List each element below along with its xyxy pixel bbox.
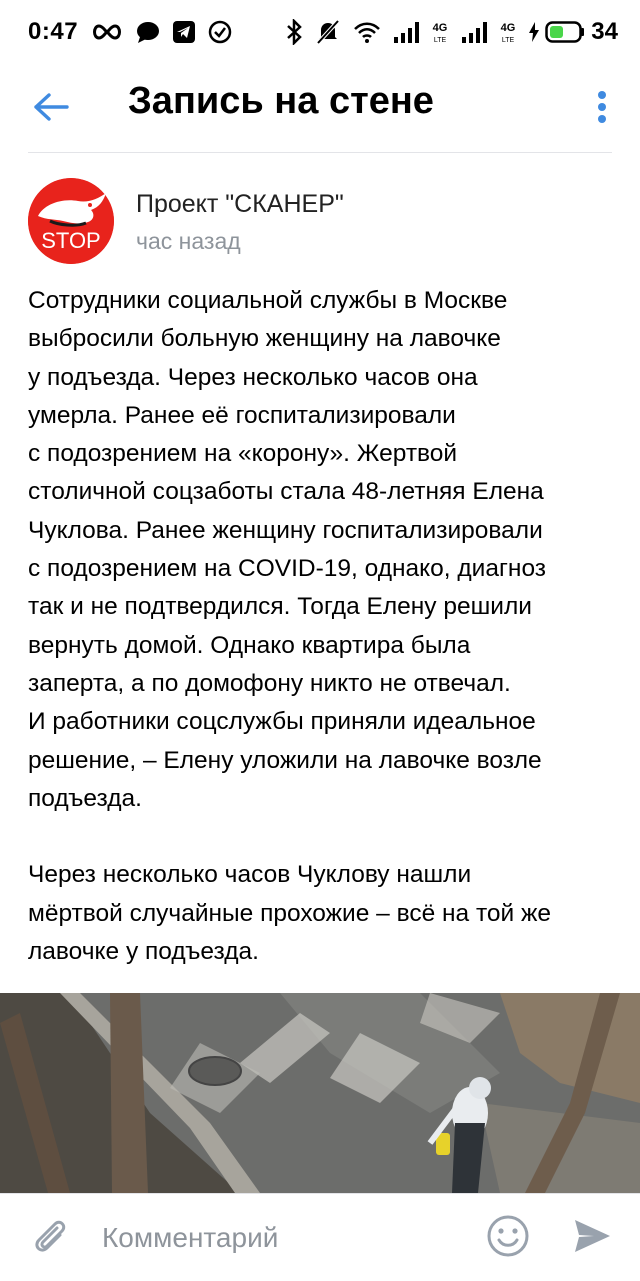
smiley-icon (486, 1214, 530, 1258)
telegram-icon (172, 20, 196, 44)
battery-icon (545, 21, 585, 43)
stop-logo-icon (28, 178, 114, 264)
wifi-icon (353, 21, 381, 43)
app-header (0, 64, 640, 152)
avatar[interactable] (28, 178, 114, 264)
post-text (28, 282, 618, 971)
status-bar (0, 0, 640, 64)
infinity-icon (90, 23, 124, 41)
comment-input[interactable] (102, 1218, 432, 1258)
network-type-label: 4G (432, 22, 448, 34)
arrow-left-icon (33, 92, 69, 122)
status-bar-right (285, 18, 618, 46)
attach-button[interactable] (30, 1216, 70, 1256)
paperclip-icon (30, 1216, 70, 1256)
lte-label: LTE (434, 37, 447, 44)
charging-icon (529, 22, 539, 42)
chat-bubble-icon (136, 21, 160, 43)
network-type-icon (499, 20, 517, 44)
street-photo-image (0, 993, 640, 1193)
page-title: Запись на стене (128, 80, 434, 122)
post-paragraph: Сотрудники социальной службы в Москве выбросили больную женщину на лавочке у подъезда. Через несколько часов она умерла. Ранее её госпитализировали с подозрением на «корону». Жертвой столичной соцзаботы стала 48-летняя Елена Чуклова. Ранее женщину госпитализировали с подозрением на COVID-19, однако, диагноз так и не подтвердился. Тогда Елену решили вернуть домой. Однако квартира была заперта, а по домофону никто не отвечал. И работники соцслужбы приняли идеальное решение, – Елену уложили на лавочке возле подъезда. (28, 287, 547, 812)
emoji-button[interactable] (486, 1214, 530, 1258)
signal-icon (393, 21, 419, 43)
battery-level: 34 (591, 18, 618, 45)
network-type-label: 4G (500, 22, 516, 34)
more-vertical-icon (597, 90, 607, 124)
silent-icon (315, 19, 341, 45)
header-divider (28, 152, 612, 153)
post-time: час назад (136, 228, 241, 254)
signal-icon (461, 21, 487, 43)
battery-indicator (529, 18, 618, 46)
send-button[interactable] (572, 1216, 612, 1256)
bluetooth-icon (285, 19, 303, 45)
post-author (28, 178, 612, 264)
network-type-icon (431, 20, 449, 44)
author-name[interactable]: Проект "СКАНЕР" (136, 190, 344, 218)
post-paragraph: Через несколько часов Чуклову нашли мёртвой случайные прохожие – всё на той же лавочке у подъезда. (28, 861, 552, 966)
check-circle-icon (208, 20, 232, 44)
status-time: 0:47 (28, 18, 79, 45)
lte-label: LTE (502, 37, 515, 44)
comment-bar (0, 1193, 640, 1281)
avatar-stop-text: STOP (41, 228, 101, 253)
back-button[interactable] (28, 84, 74, 130)
post-photo[interactable] (0, 993, 640, 1193)
more-options-button[interactable] (590, 84, 614, 130)
status-bar-left (28, 18, 232, 46)
send-icon (572, 1216, 612, 1256)
